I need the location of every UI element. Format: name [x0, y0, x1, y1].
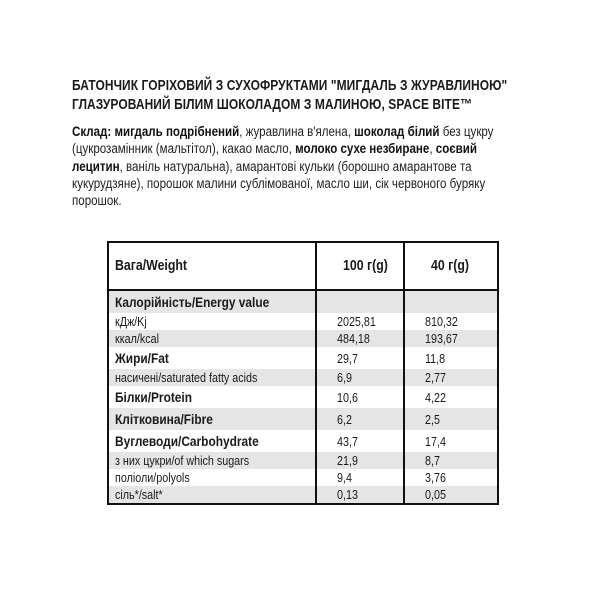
fibre-label: Клітковина/Fibre [108, 408, 316, 430]
polyols-label: поліоли/polyols [108, 469, 316, 486]
header-40g: 40 г(g) [404, 242, 498, 290]
energy-title: Калорійність/Energy value [108, 290, 316, 313]
ingredient-text: без цукру [439, 124, 494, 140]
table-row-salt [108, 486, 498, 504]
protein-40g: 4,22 [404, 386, 498, 408]
carbs-label: Вуглеводи/Carbohydrate [108, 430, 316, 452]
salt-100g: 0,13 [316, 486, 404, 504]
product-title [72, 77, 508, 115]
table-row-kcal [108, 330, 498, 347]
saturated-label: насичені/saturated fatty acids [108, 369, 316, 386]
ingredient-soy: соєвий [435, 141, 477, 158]
kcal-100g: 484,18 [316, 330, 404, 347]
saturated-40g: 2,77 [404, 369, 498, 386]
ingredients-line-1 [72, 124, 525, 141]
salt-label: сіль*/salt* [108, 486, 316, 504]
protein-label: Білки/Protein [108, 386, 316, 408]
fibre-40g: 2,5 [404, 408, 498, 430]
header-100g: 100 г(g) [316, 242, 404, 290]
saturated-100g: 6,9 [316, 369, 404, 386]
ingredients-line-3 [72, 159, 525, 176]
header-weight-label: Вага/Weight [108, 242, 316, 290]
product-title-line-1: БАТОНЧИК ГОРІХОВИЙ З СУХОФРУКТАМИ "МИГДАЛЬ З ЖУРАВЛИНОЮ" [72, 78, 508, 94]
ingredients-line-4: кукурудзяне), порошок малини сублімованої, масло ши, сік червоного буряку [72, 175, 486, 192]
kj-40g: 810,32 [404, 313, 498, 330]
sugars-label: з них цукри/of which sugars [108, 452, 316, 469]
sugars-100g: 21,9 [316, 452, 404, 469]
product-title-line-2: ГЛАЗУРОВАНИЙ БІЛИМ ШОКОЛАДОМ З МАЛИНОЮ, SPACE BITE™ [72, 97, 473, 113]
kcal-40g: 193,67 [404, 330, 498, 347]
fibre-100g: 6,2 [316, 408, 404, 430]
ingredient-milk-powder: молоко сухе незбиране [295, 141, 430, 158]
ingredient-text: , ваніль натуральна), амарантові кульки (борошно амарантове та [119, 158, 472, 175]
protein-100g: 10,6 [316, 386, 404, 408]
polyols-40g: 3,76 [404, 469, 498, 486]
table-row-polyols [108, 469, 498, 486]
fat-label: Жири/Fat [108, 347, 316, 369]
ingredients-block [72, 124, 525, 210]
salt-40g: 0,05 [404, 486, 498, 504]
table-row-fat [108, 347, 498, 369]
kj-label: кДж/Kj [108, 313, 316, 330]
ingredients-line-2 [72, 141, 525, 158]
ingredients-label: Склад: [72, 124, 112, 140]
table-row-fibre [108, 408, 498, 430]
table-row-energy-title [108, 290, 498, 313]
ingredient-white-chocolate: шоколад білий [354, 124, 440, 140]
table-row-saturated [108, 369, 498, 386]
carbs-40g: 17,4 [404, 430, 498, 452]
kcal-label: ккал/kcal [108, 330, 316, 347]
ingredient-almond: мигдаль подрібнений [114, 124, 240, 140]
polyols-100g: 9,4 [316, 469, 404, 486]
table-row-carbs [108, 430, 498, 452]
carbs-100g: 43,7 [316, 430, 404, 452]
ingredient-text: , [429, 141, 436, 158]
ingredient-lecithin: лецитин [72, 158, 120, 175]
ingredients-line-5: порошок. [72, 193, 122, 210]
table-row-sugars [108, 452, 498, 469]
sugars-40g: 8,7 [404, 452, 498, 469]
nutrition-table [107, 241, 499, 505]
ingredient-text: , журавлина в'ялена, [239, 124, 355, 140]
table-header-row [108, 242, 498, 290]
table-row-protein [108, 386, 498, 408]
table-row-kj [108, 313, 498, 330]
fat-100g: 29,7 [316, 347, 404, 369]
ingredient-text: (цукрозамінник (мальтітол), какао масло, [72, 141, 296, 158]
fat-40g: 11,8 [404, 347, 498, 369]
kj-100g: 2025,81 [316, 313, 404, 330]
